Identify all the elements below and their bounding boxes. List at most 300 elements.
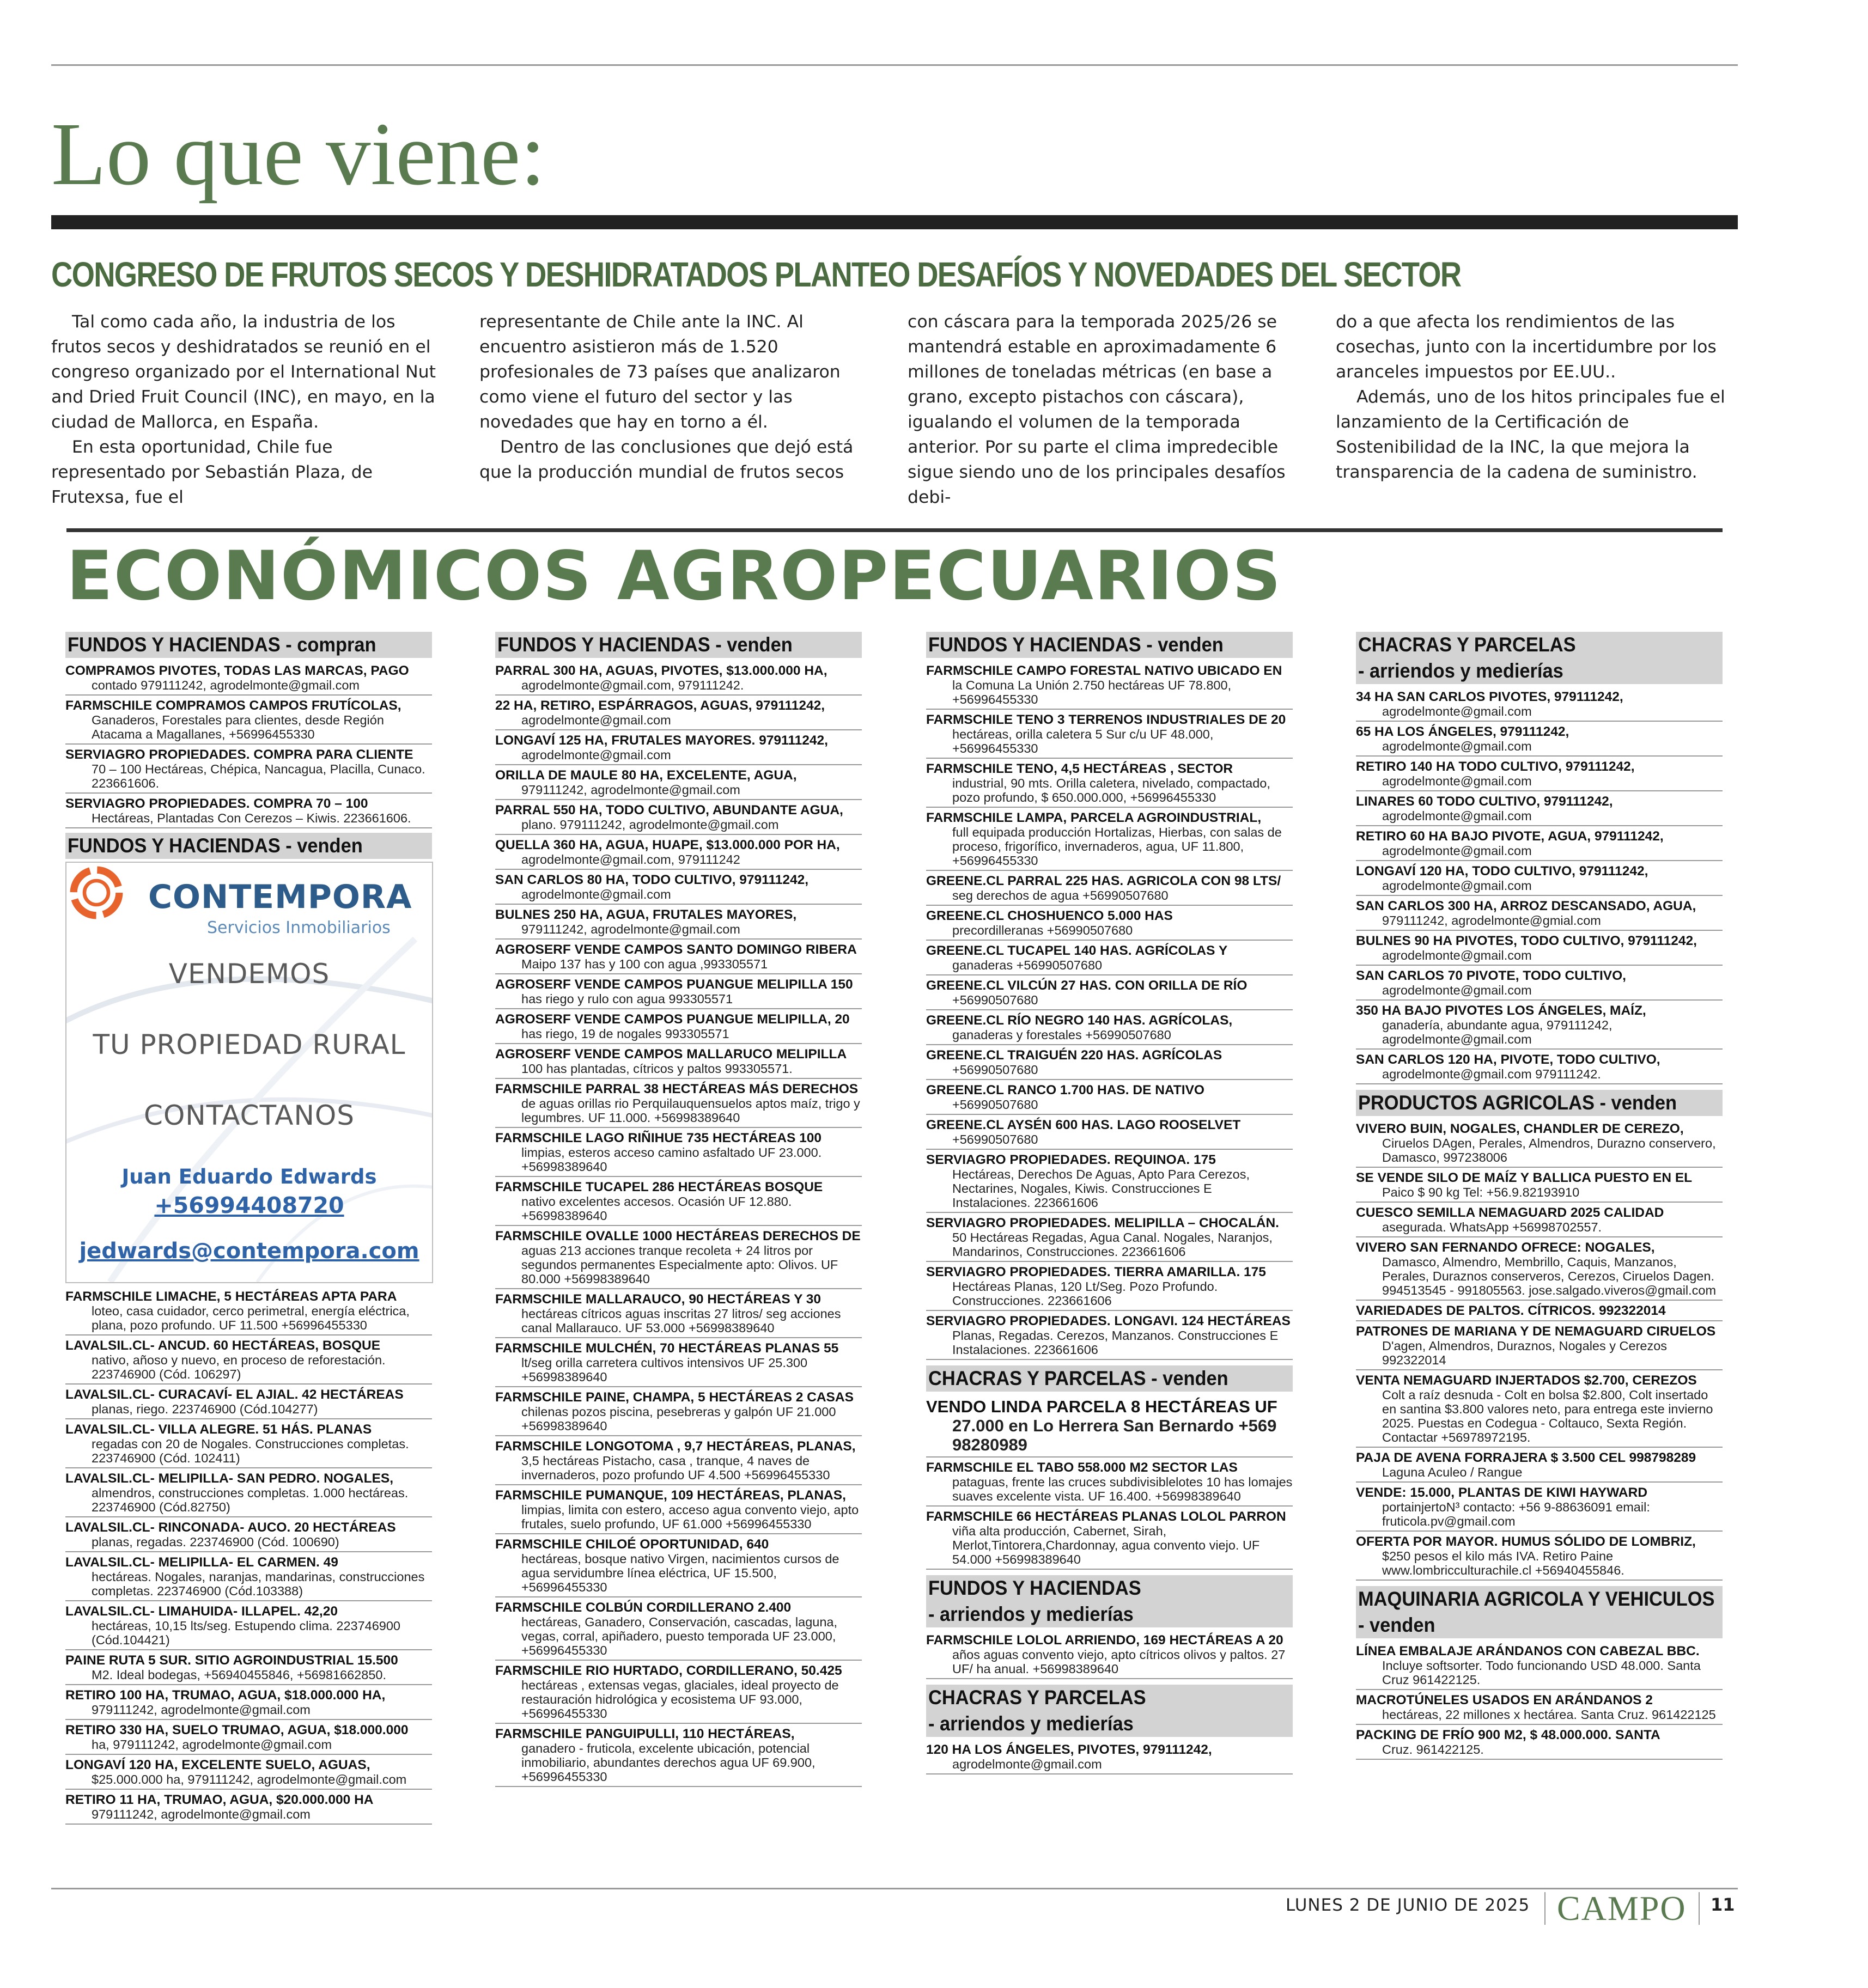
classified-ad [65, 1468, 432, 1517]
ad-body: agrodelmonte@gmail.com [1382, 774, 1532, 788]
ad-body: 3,5 hectáreas Pistacho, casa , tranque, 4 naves de invernaderos, pozo profundo UF 4.500 +56996455330 [521, 1454, 830, 1482]
classified-ad [1356, 1168, 1723, 1203]
classified-ad [926, 1010, 1293, 1045]
ad-heading: 34 HA SAN CARLOS PIVOTES, 979111242, [1356, 690, 1623, 704]
ad-heading: FARMSCHILE MULCHÉN, 70 HECTÁREAS PLANAS 55 [495, 1341, 839, 1356]
ad-list [926, 1630, 1293, 1679]
classified-ad [1356, 826, 1723, 861]
ad-body: años aguas convento viejo, apto cítricos olivos y paltos. 27 UF/ ha anual. +56998389640 [952, 1648, 1286, 1676]
classified-ad [1356, 1370, 1723, 1448]
ad-heading: GREENE.CL TUCAPEL 140 HAS. AGRÍCOLAS Y [926, 943, 1228, 958]
category-header: CHACRAS Y PARCELAS - venden [926, 1365, 1293, 1392]
classifieds-title: ECONÓMICOS AGROPECUARIOS [66, 537, 1282, 615]
ad-body: aguas 213 acciones tranque recoleta + 24 litros por segundos permanentes Especialmente apto: Olivos. UF 80.000 +56998389640 [521, 1243, 838, 1286]
ad-heading: AGROSERF VENDE CAMPOS SANTO DOMINGO RIBERA [495, 942, 857, 957]
ad-heading: FARMSCHILE PUMANQUE, 109 HECTÁREAS, PLANAS, [495, 1488, 846, 1503]
ad-body: 27.000 en Lo Herrera San Bernardo +569 98280989 [952, 1416, 1277, 1454]
ad-list [1356, 1641, 1723, 1760]
article-paragraph: representante de Chile ante la INC. Al encuentro asistieron más de 1.520 profesionales de 73 países que analizaron como viene el futuro del sector y las novedades que hay en torno a él. [479, 312, 841, 432]
ad-body: Damasco, Almendro, Membrillo, Caquis, Manzanos, Perales, Duraznos conserveros, Cerezos, Ciruelos Dagen. 994513545 - 991805563. jose.salgado.viveros@gmail.com [1382, 1255, 1717, 1297]
ad-body: ganadería, abundante agua, 979111242, agrodelmonte@gmail.com [1382, 1018, 1613, 1046]
contempora-ad-box [65, 862, 433, 1283]
classified-ad [495, 1436, 862, 1485]
classifieds-column-4 [1356, 632, 1723, 1760]
classified-ad [495, 1597, 862, 1661]
ad-heading: ORILLA DE MAULE 80 HA, EXCELENTE, AGUA, [495, 768, 797, 783]
ad-heading: SAN CARLOS 300 HA, ARROZ DESCANSADO, AGUA, [1356, 899, 1696, 913]
ad-body: contado 979111242, agrodelmonte@gmail.com [92, 678, 360, 692]
ad-body: hectáreas, 22 millones x hectárea. Santa Cruz. 961422125 [1382, 1708, 1716, 1722]
classifieds-column-3 [926, 632, 1293, 1774]
ad-heading: LAVALSIL.CL- LIMAHUIDA- ILLAPEL. 42,20 [65, 1604, 338, 1619]
classified-ad [495, 940, 862, 974]
classified-ad [495, 974, 862, 1009]
ad-body: 50 Hectáreas Regadas, Agua Canal. Nogales, Naranjos, Mandarinos, Construcciones. 223661606 [952, 1230, 1273, 1259]
contempora-brand: CONTEMPORA [148, 878, 412, 916]
classified-ad [926, 906, 1293, 941]
classified-ad [495, 870, 862, 905]
classified-ad [495, 1128, 862, 1177]
category-header: CHACRAS Y PARCELAS - arriendos y medierías [926, 1685, 1293, 1737]
ad-body: 100 has plantadas, cítricos y paltos 993305571. [521, 1062, 793, 1076]
classified-ad [1356, 861, 1723, 896]
ad-body: $250 pesos el kilo más IVA. Retiro Paine www.lombricculturachile.cl +56940455846. [1382, 1549, 1624, 1577]
classified-ad [495, 730, 862, 765]
ad-body: 979111242, agrodelmonte@gmail.com [92, 1703, 311, 1717]
classified-ad [926, 1150, 1293, 1213]
ad-body: has riego, 19 de nogales 993305571 [521, 1027, 729, 1041]
ad-heading: VIVERO SAN FERNANDO OFRECE: NOGALES, [1356, 1240, 1655, 1255]
ad-heading: GREENE.CL PARRAL 225 HAS. AGRICOLA CON 98 LTS/ [926, 874, 1281, 888]
ad-body: pataguas, frente las cruces subdivisiblelotes 10 has lomajes suaves excelente vista. UF 16.400. +56998389640 [952, 1475, 1293, 1503]
ad-heading: FARMSCHILE CHILOÉ OPORTUNIDAD, 640 [495, 1537, 769, 1552]
article-subhead: CONGRESO DE FRUTOS SECOS Y DESHIDRATADOS PLANTEO DESAFÍOS Y NOVEDADES DEL SECTOR [51, 255, 1461, 294]
ad-body: Ganaderos, Forestales para clientes, desde Región Atacama a Magallanes, +56996455330 [92, 713, 384, 741]
ad-body: 70 – 100 Hectáreas, Chépica, Nancagua, Placilla, Cunaco. 223661606. [92, 762, 425, 790]
classified-ad [65, 1419, 432, 1468]
ad-list [926, 1458, 1293, 1570]
ad-heading: FARMSCHILE RIO HURTADO, CORDILLERANO, 50.425 [495, 1663, 842, 1678]
ad-body: Planas, Regadas. Cerezos, Manzanos. Construcciones E Instalaciones. 223661606 [952, 1328, 1279, 1357]
issue-date: LUNES 2 DE JUNIO DE 2025 [1286, 1895, 1530, 1915]
ad-list [926, 1394, 1293, 1458]
category-header: MAQUINARIA AGRICOLA Y VEHICULOS - venden [1356, 1586, 1723, 1638]
classified-ad [926, 1458, 1293, 1507]
ad-body: agrodelmonte@gmail.com [521, 748, 671, 762]
ad-list [65, 1286, 432, 1825]
classified-ad [65, 1685, 432, 1720]
classified-ad [495, 1226, 862, 1289]
classified-ad [1356, 1483, 1723, 1532]
classified-ad [495, 1009, 862, 1044]
classified-ad [65, 696, 432, 745]
ad-heading: QUELLA 360 HA, AGUA, HUAPE, $13.000.000 POR HA, [495, 838, 840, 852]
classified-ad [495, 835, 862, 870]
ad-body: ha, 979111242, agrodelmonte@gmail.com [92, 1737, 332, 1752]
ad-body: Colt a raíz desnuda - Colt en bolsa $2.800, Colt insertado en santina $3.800 valores neto, para entrega este invierno 2025. Puestas en Codegua - Coltauco, Sexta Región. Contactar +56978972195. [1382, 1388, 1713, 1444]
ad-body: Hectáreas Planas, 120 Lt/Seg. Pozo Profundo. Construcciones. 223661606 [952, 1279, 1218, 1308]
ad-heading: FARMSCHILE COMPRAMOS CAMPOS FRUTÍCOLAS, [65, 698, 401, 713]
classified-ad [926, 1080, 1293, 1115]
headline-bar [51, 215, 1738, 229]
ad-heading: GREENE.CL VILCÚN 27 HAS. CON ORILLA DE RÍO [926, 978, 1248, 993]
ad-body: hectáreas. Nogales, naranjas, mandarinas, construcciones completas. 223746900 (Cód.103388) [92, 1570, 425, 1598]
ad-body: nativo, añoso y nuevo, en proceso de reforestación. 223746900 (Cód. 106297) [92, 1353, 386, 1381]
classified-ad [926, 1262, 1293, 1311]
category-header: FUNDOS Y HACIENDAS - compran [65, 632, 432, 658]
ad-body: planas, regadas. 223746900 (Cód. 100690) [92, 1535, 339, 1549]
classified-ad [65, 1517, 432, 1552]
classified-ad [926, 1045, 1293, 1080]
classified-ad [926, 1630, 1293, 1679]
ad-heading: FARMSCHILE LONGOTOMA , 9,7 HECTÁREAS, PLANAS, [495, 1439, 856, 1454]
classified-ad [495, 1177, 862, 1226]
ad-heading: PAINE RUTA 5 SUR. SITIO AGROINDUSTRIAL 15.500 [65, 1653, 398, 1668]
ad-heading: GREENE.CL CHOSHUENCO 5.000 HAS [926, 908, 1173, 923]
classified-ad [1356, 1725, 1723, 1760]
classified-ad [65, 794, 432, 828]
ad-heading: BULNES 90 HA PIVOTES, TODO CULTIVO, 979111242, [1356, 934, 1697, 948]
ad-body: asegurada. WhatsApp +56998702557. [1382, 1220, 1602, 1234]
ad-heading: COMPRAMOS PIVOTES, TODAS LAS MARCAS, PAGO [65, 663, 409, 678]
ad-body: M2. Ideal bodegas, +56940455846, +56981662850. [92, 1668, 386, 1682]
ad-heading: SAN CARLOS 70 PIVOTE, TODO CULTIVO, [1356, 968, 1626, 983]
classified-ad [1356, 1301, 1723, 1321]
ad-body: D'agen, Almendros, Duraznos, Nogales y Cerezos 992322014 [1382, 1339, 1668, 1367]
ad-heading: VENDE: 15.000, PLANTAS DE KIWI HAYWARD [1356, 1485, 1648, 1500]
ad-heading: LINARES 60 TODO CULTIVO, 979111242, [1356, 794, 1613, 809]
ad-heading: SAN CARLOS 120 HA, PIVOTE, TODO CULTIVO, [1356, 1052, 1660, 1067]
ad-heading: PARRAL 300 HA, AGUAS, PIVOTES, $13.000.000 HA, [495, 663, 827, 678]
ad-heading: RETIRO 100 HA, TRUMAO, AGUA, $18.000.000 HA, [65, 1688, 386, 1703]
classified-ad [926, 759, 1293, 808]
ad-body: hectáreas cítricos aguas inscritas 27 litros/ seg acciones canal Mallarauco. UF 53.000 +56998389640 [521, 1307, 841, 1335]
classified-ad [1356, 1119, 1723, 1168]
classified-ad [926, 1311, 1293, 1360]
ad-heading: FARMSCHILE EL TABO 558.000 M2 SECTOR LAS [926, 1460, 1238, 1475]
ad-heading: VIVERO BUIN, NOGALES, CHANDLER DE CEREZO, [1356, 1121, 1684, 1136]
contempora-logo-icon [66, 863, 126, 923]
ad-body: limpias, esteros acceso camino asfaltado UF 23.000. +56998389640 [521, 1145, 822, 1174]
ad-heading: LONGAVÍ 125 HA, FRUTALES MAYORES. 979111242, [495, 733, 828, 748]
ad-body: agrodelmonte@gmail.com [1382, 879, 1532, 893]
classified-ad [65, 1790, 432, 1825]
classifieds-column-2 [495, 632, 862, 1787]
ad-body: agrodelmonte@gmail.com [1382, 739, 1532, 753]
ad-heading: AGROSERF VENDE CAMPOS PUANGUE MELIPILLA 150 [495, 977, 853, 992]
article-paragraph: Tal como cada año, la industria de los frutos secos y deshidratados se reunió en el congreso organizado por el International Nut and Dried Fruit Council (INC), en mayo, en la ciudad de Mallorca, en España. [51, 312, 436, 432]
contact-phone[interactable]: +56994408720 [154, 1192, 344, 1218]
classified-ad [926, 941, 1293, 975]
ad-heading: 22 HA, RETIRO, ESPÁRRAGOS, AGUAS, 979111242, [495, 698, 825, 713]
classified-ad [1356, 757, 1723, 791]
ad-heading: SERVIAGRO PROPIEDADES. MELIPILLA – CHOCALÁN. [926, 1216, 1279, 1230]
ad-body: lt/seg orilla carretera cultivos intensivos UF 25.300 +56998389640 [521, 1356, 808, 1384]
ad-list [1356, 1119, 1723, 1581]
ad-line-propiedad: TU PROPIEDAD RURAL [93, 1029, 406, 1060]
ad-body: limpias, limita con estero, acceso agua convento viejo, apto frutales, suelo profundo, UF 61.000 +56996455330 [521, 1503, 859, 1531]
ad-heading: 120 HA LOS ÁNGELES, PIVOTES, 979111242, [926, 1742, 1212, 1757]
classified-ad [926, 808, 1293, 871]
classified-ad [495, 905, 862, 940]
classified-ad [495, 1338, 862, 1387]
ad-body: agrodelmonte@gmail.com [1382, 948, 1532, 962]
ad-body: Cruz. 961422125. [1382, 1742, 1484, 1757]
article-paragraph: Además, uno de los hitos principales fue el lanzamiento de la Certificación de Sostenibilidad de la INC, la que mejora la transparencia de la cadena de suministro. [1336, 387, 1725, 482]
classified-ad [495, 800, 862, 835]
ad-body: +56990507680 [952, 1097, 1038, 1112]
section-headline: Lo que viene: [51, 104, 546, 204]
ad-heading: LÍNEA EMBALAJE ARÁNDANOS CON CABEZAL BBC. [1356, 1644, 1700, 1658]
ad-heading: FARMSCHILE PAINE, CHAMPA, 5 HECTÁREAS 2 CASAS [495, 1390, 854, 1405]
classified-ad [495, 1044, 862, 1079]
classified-ad [1356, 966, 1723, 1001]
ad-heading: GREENE.CL RÍO NEGRO 140 HAS. AGRÍCOLAS, [926, 1013, 1233, 1028]
ad-body: ganadero - fruticola, excelente ubicación, potencial inmobiliario, abundantes derechos agua UF 69.900, +56996455330 [521, 1741, 816, 1784]
classified-ad [495, 765, 862, 800]
ad-heading: LONGAVÍ 120 HA, TODO CULTIVO, 979111242, [1356, 864, 1648, 879]
ad-heading: BULNES 250 HA, AGUA, FRUTALES MAYORES, [495, 907, 797, 922]
ad-body: agrodelmonte@gmail.com [1382, 983, 1532, 997]
ad-body: industrial, 90 mts. Orilla caletera, nivelado, compactado, pozo profundo, $ 650.000.000, +56996455330 [952, 776, 1270, 804]
ad-body: ganaderas +56990507680 [952, 958, 1103, 972]
ad-body: seg derechos de agua +56990507680 [952, 888, 1169, 902]
ad-heading: VARIEDADES DE PALTOS. CÍTRICOS. 992322014 [1356, 1303, 1666, 1318]
classified-ad [926, 1507, 1293, 1570]
classified-ad [926, 1394, 1293, 1458]
ad-heading: SERVIAGRO PROPIEDADES. REQUINOA. 175 [926, 1152, 1216, 1167]
ad-line-contactanos: CONTACTANOS [144, 1100, 355, 1131]
ad-heading: VENTA NEMAGUARD INJERTADOS $2.700, CEREZOS [1356, 1373, 1697, 1388]
ad-heading: LAVALSIL.CL- MELIPILLA- EL CARMEN. 49 [65, 1555, 338, 1570]
classified-ad [1356, 931, 1723, 966]
classified-ad [65, 661, 432, 696]
ad-body: 979111242, agrodelmonte@gmail.com [92, 1807, 311, 1821]
ad-body: plano. 979111242, agrodelmonte@gmail.com [521, 818, 779, 832]
ad-heading: SERVIAGRO PROPIEDADES. COMPRA 70 – 100 [65, 796, 368, 811]
ad-heading: LAVALSIL.CL- MELIPILLA- SAN PEDRO. NOGALES, [65, 1471, 394, 1486]
classified-ad [495, 1387, 862, 1436]
category-header: FUNDOS Y HACIENDAS - arriendos y medierías [926, 1575, 1293, 1627]
article-paragraph: con cáscara para la temporada 2025/26 se mantendrá estable en aproximadamente 6 millones de toneladas métricas (en base a grano, excepto pistachos con cáscara), igualando el volumen de la temporada anterior. Por su parte el clima impredecible sigue siendo uno de los principales desafíos debi- [908, 312, 1286, 507]
ad-body: ganaderas y forestales +56990507680 [952, 1028, 1171, 1042]
ad-body: hectáreas , extensas vegas, glaciales, ideal proyecto de restauración hidrológica y ecosistema UF 93.000, +56996455330 [521, 1678, 839, 1721]
ad-heading: SAN CARLOS 80 HA, TODO CULTIVO, 979111242, [495, 873, 809, 887]
category-header: FUNDOS Y HACIENDAS - venden [495, 632, 862, 658]
classified-ad [1356, 1532, 1723, 1581]
ad-heading: LAVALSIL.CL- RINCONADA- AUCO. 20 HECTÁREAS [65, 1520, 396, 1535]
classified-ad [1356, 1690, 1723, 1725]
ad-body: de aguas orillas rio Perquilauquensuelos aptos maíz, trigo y legumbres. UF 11.000. +56998389640 [521, 1096, 860, 1125]
classified-ad [926, 710, 1293, 759]
classified-ad [1356, 1050, 1723, 1084]
article-column-4 [1336, 309, 1729, 485]
ad-body: almendros, construcciones completas. 1.000 hectáreas. 223746900 (Cód.82750) [92, 1486, 409, 1514]
classified-ad [1356, 791, 1723, 826]
ad-heading: FARMSCHILE LAGO RIÑIHUE 735 HECTÁREAS 100 [495, 1131, 822, 1145]
contempora-subtitle: Servicios Inmobiliarios [207, 918, 391, 937]
classified-ad [1356, 1237, 1723, 1301]
ad-heading: FARMSCHILE LIMACHE, 5 HECTÁREAS APTA PARA [65, 1289, 397, 1304]
classified-ad [65, 1601, 432, 1650]
bottom-rule [51, 1888, 1738, 1889]
classifieds-rule [66, 528, 1723, 532]
ad-body: $25.000.000 ha, 979111242, agrodelmonte@gmail.com [92, 1772, 407, 1786]
ad-body: 979111242, agrodelmonte@gmail.com [521, 922, 740, 936]
ad-body: viña alta producción, Cabernet, Sirah, Merlot,Tintorera,Chardonnay, agua convento viejo. UF 54.000 +56998389640 [952, 1524, 1260, 1566]
article-column-1 [51, 309, 445, 510]
ad-heading: OFERTA POR MAYOR. HUMUS SÓLIDO DE LOMBRIZ, [1356, 1534, 1696, 1549]
ad-heading: FARMSCHILE TENO, 4,5 HECTÁREAS , SECTOR [926, 761, 1233, 776]
contact-email-link[interactable]: jedwards@contempora.com [79, 1239, 419, 1264]
classified-ad [495, 661, 862, 696]
classified-ad [495, 1661, 862, 1724]
classified-ad [1356, 896, 1723, 931]
ad-heading: RETIRO 140 HA TODO CULTIVO, 979111242, [1356, 759, 1635, 774]
ad-heading: FARMSCHILE TUCAPEL 286 HECTÁREAS BOSQUE [495, 1180, 823, 1194]
ad-heading: 350 HA BAJO PIVOTES LOS ÁNGELES, MAÍZ, [1356, 1003, 1646, 1018]
article-paragraph: En esta oportunidad, Chile fue representado por Sebastián Plaza, de Frutexsa, fue el [51, 437, 373, 507]
ad-heading: LAVALSIL.CL- VILLA ALEGRE. 51 HÁS. PLANAS [65, 1422, 372, 1437]
ad-heading: GREENE.CL TRAIGUÉN 220 HAS. AGRÍCOLAS [926, 1048, 1222, 1063]
ad-body: Hectáreas, Plantadas Con Cerezos – Kiwis. 223661606. [92, 811, 411, 825]
ad-heading: GREENE.CL AYSÉN 600 HAS. LAGO ROOSELVET [926, 1118, 1241, 1132]
classified-ad [1356, 1641, 1723, 1690]
classified-ad [926, 1213, 1293, 1262]
ad-body: hectáreas, 10,15 lts/seg. Estupendo clima. 223746900 (Cód.104421) [92, 1619, 400, 1647]
ad-heading: FARMSCHILE PARRAL 38 HECTÁREAS MÁS DERECHOS [495, 1082, 859, 1096]
contact-name: Juan Eduardo Edwards [121, 1165, 377, 1188]
ad-list [1356, 687, 1723, 1084]
ad-body: Laguna Aculeo / Rangue [1382, 1465, 1523, 1479]
ad-heading: SERVIAGRO PROPIEDADES. TIERRA AMARILLA. 175 [926, 1265, 1266, 1279]
ad-body: has riego y rulo con agua 993305571 [521, 992, 733, 1006]
classified-ad [495, 1485, 862, 1534]
ad-body: Paico $ 90 kg Tel: +56.9.82193910 [1382, 1185, 1580, 1199]
classified-ad [1356, 687, 1723, 722]
ad-body: Hectáreas, Derechos De Aguas, Apto Para Cerezos, Nectarines, Nogales, Kiwis. Construcciones E Instalaciones. 223661606 [952, 1167, 1250, 1210]
category-header: PRODUCTOS AGRICOLAS - venden [1356, 1090, 1723, 1116]
classified-ad [65, 1650, 432, 1685]
classified-ad [926, 1740, 1293, 1774]
ad-body: la Comuna La Unión 2.750 hectáreas UF 78.800, +56996455330 [952, 678, 1232, 706]
ad-heading: LONGAVÍ 120 HA, EXCELENTE SUELO, AGUAS, [65, 1758, 370, 1772]
ad-heading: FARMSCHILE PANGUIPULLI, 110 HECTÁREAS, [495, 1727, 795, 1741]
article-paragraph: do a que afecta los rendimientos de las cosechas, junto con la incertidumbre por los aranceles impuestos por EE.UU.. [1336, 312, 1717, 382]
classified-ad [495, 696, 862, 730]
ad-heading: SERVIAGRO PROPIEDADES. COMPRA PARA CLIENTE [65, 747, 413, 762]
classified-ad [926, 975, 1293, 1010]
ad-body: loteo, casa cuidador, cerco perimetral, energía eléctrica, plana, pozo profundo. UF 11.500 +56996455330 [92, 1304, 410, 1332]
classified-ad [926, 661, 1293, 710]
ad-body: full equipada producción Hortalizas, Hierbas, con salas de proceso, frigorífico, invernaderos, agua, UF 11.800, +56996455330 [952, 825, 1282, 868]
ad-body: agrodelmonte@gmail.com [521, 713, 671, 727]
classified-ad [495, 1289, 862, 1338]
ad-body: hectáreas, bosque nativo Virgen, nacimientos cursos de agua servidumbre línea eléctrica, UF 15.500, +56996455330 [521, 1552, 839, 1594]
ad-list [65, 661, 432, 828]
ad-heading: FARMSCHILE LOLOL ARRIENDO, 169 HECTÁREAS A 20 [926, 1633, 1283, 1648]
ad-body: agrodelmonte@gmail.com [952, 1757, 1102, 1771]
ad-body: agrodelmonte@gmail.com [521, 887, 671, 901]
classified-ad [926, 1115, 1293, 1150]
ad-heading: VENDO LINDA PARCELA 8 HECTÁREAS UF [926, 1397, 1277, 1416]
classified-ad [495, 1724, 862, 1787]
ad-heading: FARMSCHILE 66 HECTÁREAS PLANAS LOLOL PARRON [926, 1509, 1286, 1524]
ad-heading: FARMSCHILE LAMPA, PARCELA AGROINDUSTRIAL, [926, 810, 1262, 825]
ad-body: 979111242, agrodelmonte@gmail.com [521, 783, 740, 797]
ad-heading: FARMSCHILE TENO 3 TERRENOS INDUSTRIALES DE 20 [926, 712, 1286, 727]
category-header: FUNDOS Y HACIENDAS - venden [65, 833, 432, 859]
page-number: 11 [1711, 1894, 1735, 1915]
footer-divider [1699, 1892, 1700, 1925]
ad-heading: LAVALSIL.CL- CURACAVÍ- EL AJIAL. 42 HECTÁREAS [65, 1387, 404, 1402]
ad-body: regadas con 20 de Nogales. Construcciones completas. 223746900 (Cód. 102411) [92, 1437, 409, 1465]
ad-heading: FARMSCHILE CAMPO FORESTAL NATIVO UBICADO EN [926, 663, 1282, 678]
footer-divider [1544, 1892, 1545, 1925]
ad-body: +56990507680 [952, 1063, 1038, 1077]
classified-ad [65, 1385, 432, 1419]
ad-heading: MACROTÚNELES USADOS EN ARÁNDANOS 2 [1356, 1693, 1653, 1708]
ad-list [926, 1740, 1293, 1774]
classified-ad [495, 1079, 862, 1128]
ad-body: +56990507680 [952, 1132, 1038, 1147]
category-header: CHACRAS Y PARCELAS - arriendos y medierías [1356, 632, 1723, 684]
classified-ad [495, 1534, 862, 1597]
ad-heading: RETIRO 60 HA BAJO PIVOTE, AGUA, 979111242, [1356, 829, 1664, 844]
ad-heading: PATRONES DE MARIANA Y DE NEMAGUARD CIRUELOS [1356, 1324, 1716, 1339]
ad-heading: PAJA DE AVENA FORRAJERA $ 3.500 CEL 998798289 [1356, 1450, 1696, 1465]
classified-ad [1356, 1203, 1723, 1237]
ad-body: planas, riego. 223746900 (Cód.104277) [92, 1402, 318, 1416]
ad-heading: CUESCO SEMILLA NEMAGUARD 2025 CALIDAD [1356, 1205, 1664, 1220]
ad-body: portainjertoN³ contacto: +56 9-88636091 email: fruticola.pv@gmail.com [1382, 1500, 1650, 1528]
ad-heading: SE VENDE SILO DE MAÍZ Y BALLICA PUESTO EN EL [1356, 1170, 1693, 1185]
classified-ad [1356, 722, 1723, 757]
classified-ad [926, 871, 1293, 906]
category-header: FUNDOS Y HACIENDAS - venden [926, 632, 1293, 658]
ad-heading: SERVIAGRO PROPIEDADES. LONGAVI. 124 HECTÁREAS [926, 1314, 1291, 1328]
publication-brand: CAMPO [1557, 1889, 1687, 1928]
ad-heading: 65 HA LOS ÁNGELES, 979111242, [1356, 724, 1569, 739]
ad-heading: LAVALSIL.CL- ANCUD. 60 HECTÁREAS, BOSQUE [65, 1338, 381, 1353]
ad-heading: PACKING DE FRÍO 900 M2, $ 48.000.000. SANTA [1356, 1728, 1660, 1742]
ad-heading: FARMSCHILE COLBÚN CORDILLERANO 2.400 [495, 1600, 792, 1615]
ad-body: agrodelmonte@gmail.com, 979111242. [521, 678, 744, 692]
ad-body: agrodelmonte@gmail.com [1382, 809, 1532, 823]
ad-body: agrodelmonte@gmail.com 979111242. [1382, 1067, 1601, 1081]
ad-body: agrodelmonte@gmail.com [1382, 844, 1532, 858]
top-rule [51, 64, 1738, 66]
ad-list [926, 661, 1293, 1360]
ad-heading: PARRAL 550 HA, TODO CULTIVO, ABUNDANTE AGUA, [495, 803, 843, 818]
classified-ad [1356, 1001, 1723, 1050]
ad-body: Incluye softsorter. Todo funcionando USD 48.000. Santa Cruz 961422125. [1382, 1658, 1701, 1687]
ad-heading: FARMSCHILE MALLARAUCO, 90 HECTÁREAS Y 30 [495, 1292, 822, 1307]
ad-body: agrodelmonte@gmail.com, 979111242 [521, 852, 740, 867]
ad-heading: RETIRO 11 HA, TRUMAO, AGUA, $20.000.000 HA [65, 1792, 374, 1807]
classified-ad [65, 1755, 432, 1790]
ad-body: agrodelmonte@gmail.com [1382, 704, 1532, 718]
ad-body: Maipo 137 has y 100 con agua ,993305571 [521, 957, 768, 971]
ad-body: chilenas pozos piscina, pesebreras y galpón UF 21.000 +56998389640 [521, 1405, 836, 1433]
ad-body: +56990507680 [952, 993, 1038, 1007]
classified-ad [65, 1336, 432, 1385]
classified-ad [65, 1552, 432, 1601]
classifieds-column-1 [65, 632, 432, 1825]
article-column-3 [908, 309, 1301, 510]
ad-body: hectáreas, Ganadero, Conservación, cascadas, laguna, vegas, corral, apiñadero, puesto temporada UF 23.000, +56996455330 [521, 1615, 838, 1657]
ad-heading: GREENE.CL RANCO 1.700 HAS. DE NATIVO [926, 1083, 1204, 1097]
